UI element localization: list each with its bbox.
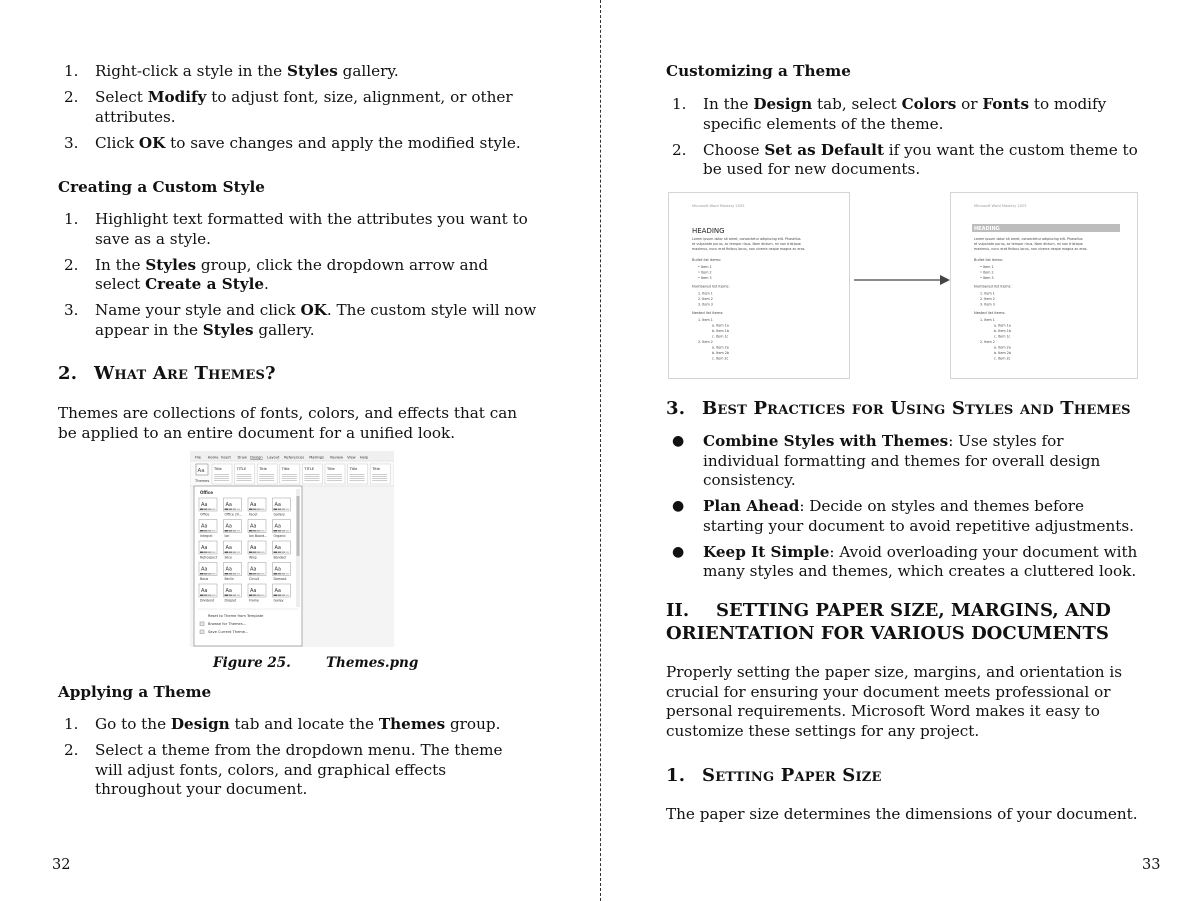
preview-nested-sub: b. Item 1b <box>994 329 1011 333</box>
themes-figure <box>190 451 394 647</box>
theme-name[interactable]: Facet <box>249 512 258 517</box>
preview-label: Nested list items: <box>692 311 724 315</box>
theme-color-swatch <box>225 595 229 597</box>
theme-color-swatch <box>204 530 208 532</box>
preview-bullet: • Item 2 <box>980 270 994 275</box>
theme-name[interactable]: Wisp <box>249 555 257 560</box>
preview-nested: 1. Item 1 <box>980 318 995 322</box>
preview-header: Microsoft Word Mastery 2025 <box>974 204 1027 208</box>
list-item: 2. In the Styles group, click the dropdown arrow and select Create a Style. <box>64 255 489 293</box>
style-thumbnail-line <box>304 480 319 481</box>
preview-numbered: 3. Item 3 <box>698 302 713 307</box>
theme-thumbnail-glyph: Aa <box>201 523 208 530</box>
theme-color-swatch <box>274 530 278 532</box>
theme-color-swatch <box>253 573 257 575</box>
theme-color-swatch <box>204 552 208 554</box>
theme-color-swatch <box>282 573 286 575</box>
gallery-scrollbar[interactable] <box>297 496 300 556</box>
theme-color-swatch <box>278 552 282 554</box>
theme-color-swatch <box>282 595 286 597</box>
style-thumbnail-line <box>237 474 252 475</box>
theme-name[interactable]: Circuit <box>249 577 260 581</box>
theme-color-swatch <box>282 552 286 554</box>
preview-nested: 1. Item 1 <box>698 318 713 322</box>
svg-text:Aa: Aa <box>197 468 205 474</box>
theme-color-swatch <box>261 509 265 511</box>
theme-menu-item[interactable]: Save Current Theme... <box>208 630 249 634</box>
theme-color-swatch <box>278 509 282 511</box>
theme-color-swatch <box>274 595 278 597</box>
style-thumbnail-line <box>282 478 297 479</box>
preview-numbered: 1. Item 1 <box>698 291 713 296</box>
style-thumbnail-title[interactable]: Title <box>281 467 290 471</box>
bullet-item: ● Plan Ahead: Decide on styles and themes before starting your document to avoid repetitive adjustments. <box>672 497 1134 535</box>
theme-color-swatch <box>233 573 237 575</box>
preview-nested-sub: b. Item 1b <box>712 329 729 333</box>
style-thumbnail-title[interactable]: Title <box>372 467 380 471</box>
theme-name[interactable]: Damask <box>273 577 287 581</box>
preview-label: Nested list items: <box>974 311 1006 315</box>
theme-thumbnail-glyph: Aa <box>274 588 281 594</box>
list-number: 1. <box>64 715 79 733</box>
theme-color-swatch <box>261 552 265 554</box>
theme-color-swatch <box>229 552 233 554</box>
list-item: 3. Name your style and click OK. The custom style will now appear in the Styles gallery. <box>64 301 537 339</box>
paper-size-intro: The paper size determines the dimensions of your document. <box>666 805 1138 823</box>
theme-name[interactable]: Galley <box>273 598 284 603</box>
theme-color-swatch <box>229 509 233 511</box>
ribbon-tab[interactable]: References <box>284 455 305 460</box>
preview-nested-sub: b. Item 2b <box>994 351 1011 355</box>
theme-color-swatch <box>249 573 253 575</box>
theme-thumbnail-glyph: Aa <box>274 523 281 530</box>
theme-name[interactable]: Retrospect <box>200 555 218 560</box>
theme-color-swatch <box>212 530 216 532</box>
theme-color-swatch <box>204 509 208 511</box>
theme-name[interactable]: Office <box>200 512 210 517</box>
list-number: 3. <box>64 301 79 319</box>
preview-body-line: maximus, nunc erat finibus lacus, non viverra neque magna ac eros. <box>974 247 1088 251</box>
bullet-icon: ● <box>672 433 685 449</box>
theme-color-swatch <box>200 595 204 597</box>
preview-body-line: et vulputate purus, ac tempor risus. Nam dictum, mi non tristique <box>974 242 1083 246</box>
theme-color-swatch <box>286 595 290 597</box>
list-number: 1. <box>64 210 79 228</box>
ribbon-tab[interactable]: Draw <box>237 455 247 460</box>
preview-nested-sub: c. Item 1c <box>994 334 1011 339</box>
theme-color-swatch <box>237 509 241 511</box>
theme-color-swatch <box>253 509 257 511</box>
preview-nested-sub: a. Item 2a <box>994 345 1011 350</box>
list-item: 1. Highlight text formatted with the attributes you want to save as a style. <box>64 210 528 248</box>
style-thumbnail-title[interactable]: Title <box>259 467 267 471</box>
style-thumbnail-line <box>282 480 297 481</box>
preview-nested-sub: c. Item 1c <box>712 334 729 339</box>
theme-color-swatch <box>225 509 229 511</box>
theme-name[interactable]: Banded <box>273 555 286 560</box>
style-thumbnail-line <box>237 480 252 481</box>
themes-intro: Themes are collections of fonts, colors, and effects that can be applied to an entire document for a unified look. <box>58 404 518 442</box>
bullet-icon: ● <box>672 498 685 514</box>
preview-body-line: et vulputate purus, ac tempor risus. Nam dictum, mi non tristique <box>692 242 801 246</box>
theme-color-swatch <box>208 573 212 575</box>
theme-color-swatch <box>257 509 261 511</box>
preview-nested-sub: a. Item 1a <box>994 323 1011 328</box>
figure-caption-label: Figure 25. <box>213 655 291 671</box>
list-number: 3. <box>64 133 79 152</box>
preview-numbered: 2. Item 2 <box>698 297 713 301</box>
preview-nested-sub: c. Item 2c <box>994 356 1011 361</box>
preview-numbered: 2. Item 2 <box>980 297 995 301</box>
style-thumbnail-line <box>350 480 365 481</box>
ribbon-tab[interactable]: View <box>347 455 356 460</box>
theme-thumbnail-glyph: Aa <box>225 588 232 594</box>
list-number: 2. <box>672 140 687 159</box>
theme-color-swatch <box>249 530 253 532</box>
theme-color-swatch <box>253 530 257 532</box>
style-thumbnail-line <box>372 474 387 475</box>
style-thumbnail-line <box>327 478 342 479</box>
theme-name[interactable]: Basis <box>200 577 209 581</box>
preview-bullet: • Item 1 <box>698 265 712 269</box>
ribbon-tab[interactable]: Help <box>359 455 369 460</box>
ribbon-tab[interactable]: Mailings <box>309 455 324 460</box>
ribbon-tab[interactable]: Layout <box>267 455 280 460</box>
custom-style-steps <box>58 210 538 340</box>
preview-body-line: Lorem ipsum dolor sit amet, consectetur adipiscing elit. Phasellus <box>974 237 1083 241</box>
preview-nested-sub: b. Item 2b <box>712 351 729 355</box>
apply-theme-heading: Applying a Theme <box>58 683 212 701</box>
style-thumbnail-line <box>259 480 274 481</box>
paper-size-heading: 1. Setting Paper Size <box>666 765 882 786</box>
theme-color-swatch <box>225 573 229 575</box>
right-page <box>602 0 1200 901</box>
theme-color-swatch <box>200 552 204 554</box>
style-thumbnail-line <box>259 478 274 479</box>
list-number: 1. <box>672 95 687 113</box>
theme-color-swatch <box>204 573 208 575</box>
theme-color-swatch <box>257 552 261 554</box>
style-thumbnail-title[interactable]: Title <box>214 467 222 471</box>
theme-color-swatch <box>261 530 265 532</box>
theme-color-swatch <box>261 573 265 575</box>
chapter-number: II. <box>666 600 690 621</box>
list-number: 1. <box>64 62 79 80</box>
theme-name[interactable]: Ion <box>224 534 230 538</box>
preview-label: Numbered list items: <box>692 284 730 289</box>
style-thumbnail-line <box>372 480 387 481</box>
theme-color-swatch <box>233 530 237 532</box>
chapter-heading <box>666 599 1146 645</box>
theme-thumbnail-glyph: Aa <box>250 566 257 573</box>
custom-style-heading: Creating a Custom Style <box>58 178 265 196</box>
theme-color-swatch <box>257 530 261 532</box>
theme-color-swatch <box>261 595 265 597</box>
theme-name[interactable]: Ion Board... <box>249 534 268 538</box>
style-thumbnail-title[interactable]: Title <box>349 467 358 471</box>
preview-body-line: Lorem ipsum dolor sit amet, consectetur adipiscing elit. Phasellus <box>692 237 801 241</box>
preview-nested: 2. Item 2 <box>698 340 713 344</box>
theme-color-swatch <box>204 595 208 597</box>
ribbon-tab[interactable]: File <box>195 455 202 460</box>
arrow-icon <box>854 272 950 288</box>
theme-menu-icon <box>200 622 204 626</box>
theme-thumbnail-glyph: Aa <box>201 566 208 573</box>
style-thumbnail-line <box>237 476 252 477</box>
theme-color-swatch <box>278 595 282 597</box>
theme-color-swatch <box>286 509 290 511</box>
theme-thumbnail-glyph: Aa <box>274 545 281 551</box>
theme-color-swatch <box>212 509 216 511</box>
theme-thumbnail-glyph: Aa <box>225 566 232 573</box>
preview-bullet: • Item 1 <box>980 265 994 269</box>
theme-color-swatch <box>286 573 290 575</box>
theme-color-swatch <box>212 595 216 597</box>
style-thumbnail-line <box>350 478 365 479</box>
preview-nested: 2. Item 2 <box>980 340 995 344</box>
theme-color-swatch <box>249 552 253 554</box>
style-thumbnail-line <box>350 476 365 477</box>
theme-thumbnail-glyph: Aa <box>274 502 281 508</box>
theme-thumbnail-glyph: Aa <box>201 502 208 508</box>
style-thumbnail-line <box>214 478 229 479</box>
style-thumbnail-line <box>237 478 252 479</box>
theme-color-swatch <box>249 509 253 511</box>
theme-thumbnail-glyph: Aa <box>250 523 257 530</box>
theme-color-swatch <box>257 595 261 597</box>
theme-color-swatch <box>257 573 261 575</box>
theme-color-swatch <box>278 530 282 532</box>
ribbon-tab[interactable]: Insert <box>220 455 231 460</box>
list-number: 2. <box>64 88 79 106</box>
list-item: 2. Choose Set as Default if you want the custom theme to be used for new documents. <box>672 140 1138 178</box>
style-thumbnail-line <box>372 478 387 479</box>
ribbon-tab[interactable]: Review <box>330 455 344 460</box>
chapter-intro: Properly setting the paper size, margins, and orientation is crucial for ensuring your document meets professional or personal requirements. Microsoft Word makes it easy to customize these settings for any project. <box>666 663 1123 740</box>
theme-name[interactable]: Office 20... <box>224 512 242 517</box>
preview-before <box>668 192 850 379</box>
theme-color-swatch <box>208 530 212 532</box>
list-item: 1. Right-click a style in the Styles gallery. <box>64 62 399 80</box>
theme-thumbnail-glyph: Aa <box>250 502 257 508</box>
list-item: 1. In the Design tab, select Colors or Fonts to modify specific elements of the theme. <box>672 95 1107 133</box>
preview-numbered: 1. Item 1 <box>980 291 995 296</box>
customize-theme-steps <box>666 95 1144 180</box>
style-thumbnail-title[interactable]: TITLE <box>304 467 315 471</box>
theme-thumbnail-glyph: Aa <box>225 502 232 508</box>
style-thumbnail-line <box>282 474 297 475</box>
theme-name[interactable]: Dividend <box>200 598 215 603</box>
preview-nested-sub: a. Item 1a <box>712 323 729 328</box>
page-divider <box>600 0 601 901</box>
style-thumbnail-line <box>327 476 342 477</box>
preview-label: Bullet list items: <box>974 258 1004 262</box>
theme-color-swatch <box>225 552 229 554</box>
bullet-item: ● Combine Styles with Themes: Use styles for individual formatting and themes for overall design consistency. <box>672 432 1101 489</box>
theme-color-swatch <box>229 573 233 575</box>
theme-color-swatch <box>229 530 233 532</box>
list-number: 2. <box>64 741 79 759</box>
theme-color-swatch <box>233 509 237 511</box>
preview-bullet: • Item 2 <box>698 270 712 275</box>
bullet-icon: ● <box>672 543 685 560</box>
chapter-title-line1: SETTING PAPER SIZE, MARGINS, AND <box>716 600 1111 621</box>
page-number-left: 32 <box>52 857 71 873</box>
theme-color-swatch <box>237 552 241 554</box>
theme-color-swatch <box>212 573 216 575</box>
theme-menu-item[interactable]: Reset to Theme from Template <box>208 614 264 618</box>
customize-theme-heading: Customizing a Theme <box>666 62 851 80</box>
theme-color-swatch <box>212 552 216 554</box>
preview-after <box>950 192 1138 379</box>
themes-button-label[interactable]: Themes <box>195 479 210 483</box>
list-item: 3. Click OK to save changes and apply the modified style. <box>64 133 521 152</box>
best-practices-heading: 3. Best Practices for Using Styles and Themes <box>666 398 1131 419</box>
page-number-right: 33 <box>1142 857 1161 873</box>
apply-theme-steps <box>58 715 528 800</box>
theme-color-swatch <box>282 530 286 532</box>
style-thumbnail-line <box>304 476 319 477</box>
preview-nested-sub: c. Item 2c <box>712 356 729 361</box>
preview-label: Bullet list items: <box>692 258 722 262</box>
preview-bullet: • Item 3 <box>980 276 994 280</box>
figure-caption-file: Themes.png <box>325 655 419 671</box>
theme-color-swatch <box>200 573 204 575</box>
theme-name[interactable]: Gallery <box>273 512 285 517</box>
preview-bullet: • Item 3 <box>698 276 712 280</box>
theme-color-swatch <box>286 552 290 554</box>
theme-color-swatch <box>286 530 290 532</box>
best-practices-list <box>666 432 1144 582</box>
style-thumbnail-line <box>214 476 229 477</box>
preview-heading: HEADING <box>974 226 1000 232</box>
style-thumbnail-line <box>372 476 387 477</box>
chapter-title-line2: ORIENTATION FOR VARIOUS DOCUMENTS <box>666 623 1109 644</box>
list-number: 2. <box>64 255 79 274</box>
preview-numbered: 3. Item 3 <box>980 302 995 307</box>
theme-thumbnail-glyph: Aa <box>250 588 257 594</box>
theme-name[interactable]: Integral <box>200 534 213 538</box>
theme-menu-item[interactable]: Browse for Themes... <box>208 622 247 626</box>
theme-menu-icon <box>200 630 204 634</box>
theme-thumbnail-glyph: Aa <box>201 588 208 594</box>
theme-color-swatch <box>274 573 278 575</box>
list-item: 2. Select Modify to adjust font, size, alignment, or other attributes. <box>64 88 513 126</box>
style-thumbnail-line <box>282 476 297 477</box>
theme-thumbnail-glyph: Aa <box>250 545 257 551</box>
list-item: 1. Go to the Design tab and locate the Themes group. <box>64 715 501 733</box>
theme-color-swatch <box>208 552 212 554</box>
theme-color-swatch <box>229 595 233 597</box>
theme-name[interactable]: Berlin <box>224 577 234 581</box>
theme-color-swatch <box>274 552 278 554</box>
themes-section-heading: 2. What Are Themes? <box>58 363 276 384</box>
theme-color-swatch <box>253 595 257 597</box>
ribbon-tab[interactable]: Design <box>250 455 263 460</box>
theme-color-swatch <box>249 595 253 597</box>
theme-color-swatch <box>208 509 212 511</box>
style-thumbnail-line <box>304 478 319 479</box>
theme-color-swatch <box>233 552 237 554</box>
theme-name[interactable]: Slice <box>224 555 233 560</box>
theme-color-swatch <box>274 509 278 511</box>
theme-color-swatch <box>237 573 241 575</box>
theme-color-swatch <box>200 509 204 511</box>
theme-thumbnail-glyph: Aa <box>201 545 208 551</box>
preview-header: Microsoft Word Mastery 2025 <box>692 204 745 208</box>
style-thumbnail-title[interactable]: TITLE <box>236 467 247 471</box>
theme-color-swatch <box>282 509 286 511</box>
style-thumbnail-line <box>304 474 319 475</box>
theme-name[interactable]: Droplet <box>224 598 237 603</box>
theme-color-swatch <box>208 595 212 597</box>
style-thumbnail-line <box>259 474 274 475</box>
preview-body-line: maximus, nunc erat finibus lacus, non viverra neque magna ac eros. <box>692 247 806 251</box>
theme-color-swatch <box>225 530 229 532</box>
preview-heading: HEADING <box>692 227 725 235</box>
theme-color-swatch <box>237 530 241 532</box>
modify-style-steps <box>58 62 538 153</box>
theme-color-swatch <box>200 530 204 532</box>
gallery-header: Office <box>200 490 213 495</box>
theme-thumbnail-glyph: Aa <box>274 566 281 573</box>
style-thumbnail-title[interactable]: Title <box>327 467 335 471</box>
theme-color-swatch <box>233 595 237 597</box>
theme-name[interactable]: Frame <box>249 598 259 603</box>
style-thumbnail-line <box>327 474 342 475</box>
preview-label: Numbered list items: <box>974 284 1012 289</box>
ribbon-tab[interactable]: Home <box>207 455 219 460</box>
bullet-item: ● Keep It Simple: Avoid overloading your document with many styles and themes, which creates a cluttered look. <box>672 542 1138 580</box>
style-thumbnail-line <box>259 476 274 477</box>
theme-name[interactable]: Organic <box>273 534 286 538</box>
style-thumbnail-line <box>214 474 229 475</box>
style-thumbnail-line <box>327 480 342 481</box>
style-thumbnail-line <box>214 480 229 481</box>
theme-color-swatch <box>278 573 282 575</box>
theme-thumbnail-glyph: Aa <box>225 545 232 551</box>
theme-color-swatch <box>253 552 257 554</box>
theme-thumbnail-glyph: Aa <box>225 523 232 530</box>
preview-nested-sub: a. Item 2a <box>712 345 729 350</box>
list-item: 2. Select a theme from the dropdown menu. The theme will adjust fonts, colors, and graphical effects throughout your document. <box>64 741 503 798</box>
theme-color-swatch <box>237 595 241 597</box>
style-thumbnail-line <box>350 474 365 475</box>
